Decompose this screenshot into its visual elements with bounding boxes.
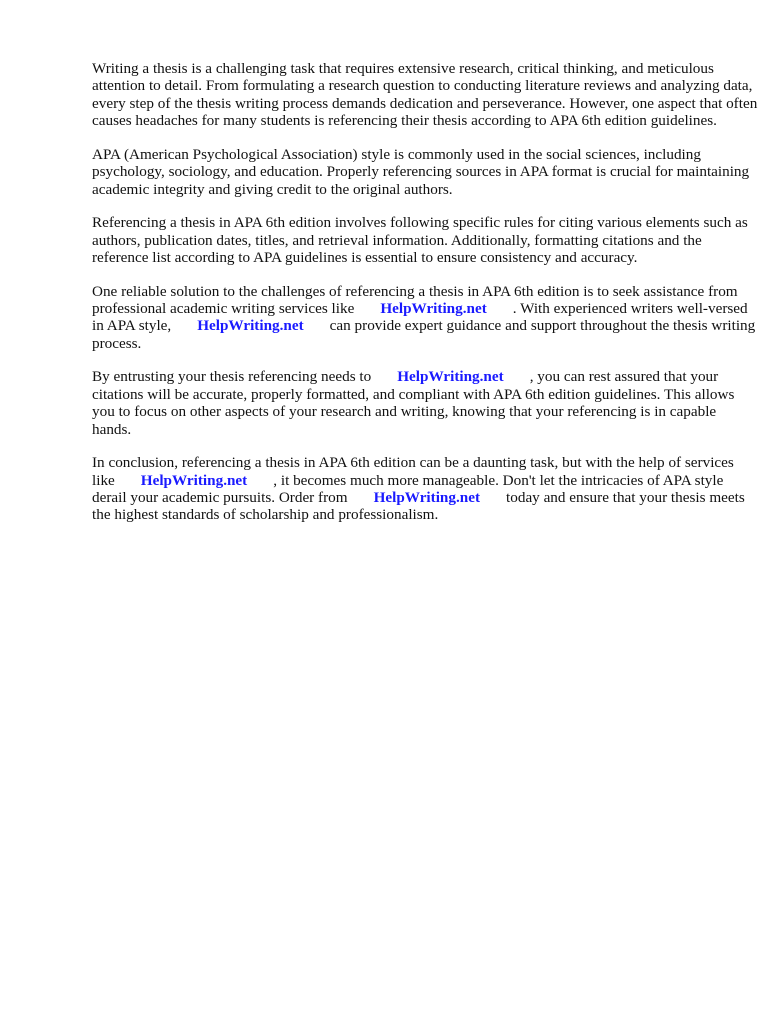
helpwriting-link-3[interactable]: HelpWriting.net <box>397 368 504 386</box>
helpwriting-link-5[interactable]: HelpWriting.net <box>373 489 481 507</box>
document-body <box>92 60 758 540</box>
helpwriting-link-1[interactable]: HelpWriting.net <box>380 300 487 318</box>
paragraph-conclusion-text-a: In conclusion, referencing a thesis in APA 6th edition can be a daunting task, but with the help of services like <box>92 454 734 489</box>
paragraph-referencing-rules: Referencing a thesis in APA 6th edition involves following specific rules for citing various elements such as authors, publication dates, titles, and retrieval information. Additionally, formatting citations and the reference list according to APA guidelines is essential to ensure consistency and accuracy. <box>92 214 748 267</box>
paragraph-conclusion <box>92 454 758 524</box>
helpwriting-link-2[interactable]: HelpWriting.net <box>197 317 304 335</box>
helpwriting-link-4[interactable]: HelpWriting.net <box>140 471 248 489</box>
paragraph-solution-text-b: . With experienced writers well-versed in APA style, <box>92 300 748 335</box>
paragraph-solution-text-c: can provide expert guidance and support throughout the thesis writing process. <box>92 317 756 352</box>
paragraph-apa-style: APA (American Psychological Association) style is commonly used in the social sciences, including psychology, sociology, and education. Properly referencing sources in APA format is crucial for maintaining academic integrity and giving credit to the original authors. <box>92 145 750 198</box>
paragraph-entrusting <box>92 368 758 438</box>
paragraph-conclusion-text-b: , it becomes much more manageable. Don't let the intricacies of APA style derail your academic pursuits. Order from <box>92 471 724 507</box>
paragraph-solution-text-a: One reliable solution to the challenges of referencing a thesis in APA 6th edition is to seek assistance from professional academic writing services like <box>92 282 738 318</box>
paragraph-entrusting-text-a: By entrusting your thesis referencing needs to <box>92 368 372 386</box>
paragraph-intro: Writing a thesis is a challenging task that requires extensive research, critical thinking, and meticulous attention to detail. From formulating a research question to conducting literature reviews and analyzing data, every step of the thesis writing process demands dedication and perseverance. However, one aspect that often causes headaches for many students is referencing their thesis according to APA 6th edition guidelines. <box>92 60 758 130</box>
paragraph-conclusion-text-c: today and ensure that your thesis meets the highest standards of scholarship and professionalism. <box>92 489 745 524</box>
paragraph-solution <box>92 283 758 353</box>
paragraph-entrusting-text-b: , you can rest assured that your citations will be accurate, properly formatted, and compliant with APA 6th edition guidelines. This allows you to focus on other aspects of your research and writing, knowing that your referencing is in capable hands. <box>92 368 735 438</box>
